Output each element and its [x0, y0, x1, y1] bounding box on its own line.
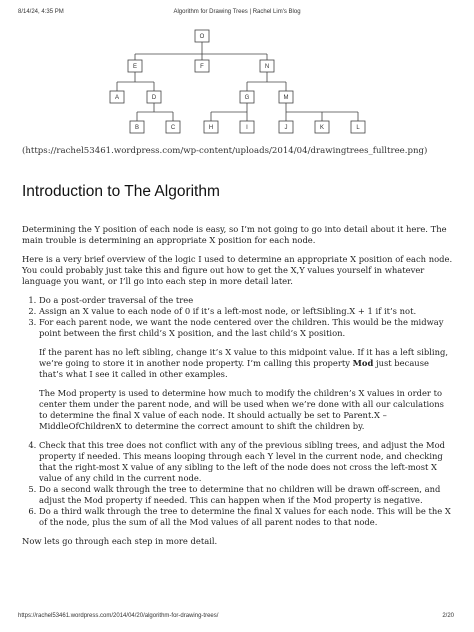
step-item: 6. Do a third walk through the tree to determine the final X values for each node. This will be the X of the node, plus the sum of all the Mod values of all parent nodes to that node. — [39, 506, 454, 528]
node-label-d: D — [151, 95, 157, 101]
tree-diagram — [0, 18, 474, 143]
step-item — [39, 317, 454, 432]
section-heading: Introduction to The Algorithm — [22, 183, 220, 200]
node-label-j: J — [284, 125, 288, 131]
node-label-b: B — [134, 125, 140, 131]
step-note-text: If the parent has no left sibling, change it’s X value to this midpoint value. If it has a left sibling, we’re going to store it in another node property. I’m calling this property — [39, 347, 449, 368]
algorithm-steps — [22, 295, 454, 432]
algorithm-steps-continued — [22, 440, 454, 528]
step-item: 2. Assign an X value to each node of 0 if it’s a left-most node, or leftSibling.X + 1 if it’s not. — [39, 306, 454, 317]
intro-paragraph: Determining the Y position of each node is easy, so I’m not going to go into detail about it here. The main trouble is determining an appropriate X position for each node. — [22, 224, 447, 245]
node-label-a: A — [114, 95, 120, 101]
node-label-o: O — [199, 34, 205, 40]
print-datetime: 8/14/24, 4:35 PM — [18, 9, 64, 15]
node-label-l: L — [356, 125, 360, 131]
step-note-mod — [39, 347, 454, 380]
step-item: 4. Check that this tree does not conflict with any of the previous sibling trees, and adjust the Mod property if needed. This means looping through each Y level in the current node, and checking that the right-most X value of any sibling to the left of the node does not cross the left-most X value of any child in the current node. — [39, 440, 454, 484]
footer-url: https://rachel53461.wordpress.com/2014/04/20/algorithm-for-drawing-trees/ — [18, 613, 219, 619]
article-body — [22, 224, 454, 555]
node-label-k: K — [319, 125, 325, 131]
node-label-g: G — [244, 95, 250, 101]
node-label-i: I — [246, 125, 248, 131]
node-label-c: C — [170, 125, 176, 131]
node-label-n: N — [264, 64, 270, 70]
step-item: 5. Do a second walk through the tree to determine that no children will be drawn off-screen, and adjust the Mod property if needed. This can happen when if the Mod property is negative. — [39, 484, 454, 506]
page-footer — [0, 613, 474, 623]
node-label-m: M — [283, 95, 289, 101]
overview-paragraph: Here is a very brief overview of the logic I used to determine an appropriate X position of each node. You could probably just take this and figure out how to get the X,Y values yourself in whatever language you want, or I’ll go into each step in more detail later. — [22, 254, 453, 286]
node-label-f: F — [200, 64, 204, 70]
mod-term: Mod — [352, 358, 374, 368]
node-label-h: H — [208, 125, 214, 131]
node-label-e: E — [132, 64, 138, 70]
page-title: Algorithm for Drawing Trees | Rachel Lim's Blog — [173, 9, 301, 15]
step-note-mod-usage: The Mod property is used to determine how much to modify the children’s X values in order to center them under the parent node, and will be used when we’re done with all our calculations to determine the final X value of each node. It should actually be set to Parent.X – MiddleOfChildrenX to determine the correct amount to shift the children by. — [39, 388, 444, 431]
step-text: For each parent node, we want the node centered over the children. This would be the midway point between the first child’s X position, and the last child’s X position. — [39, 317, 444, 338]
image-source-link[interactable]: (https://rachel53461.wordpress.com/wp-content/uploads/2014/04/drawingtrees_fulltree.png) — [22, 146, 428, 156]
step-note-text: just because that’s what I see it called in other examples. — [39, 358, 429, 379]
closing-paragraph: Now lets go through each step in more detail. — [22, 536, 218, 546]
step-item: 1. Do a post-order traversal of the tree — [39, 295, 454, 306]
page-number: 2/20 — [442, 613, 454, 619]
